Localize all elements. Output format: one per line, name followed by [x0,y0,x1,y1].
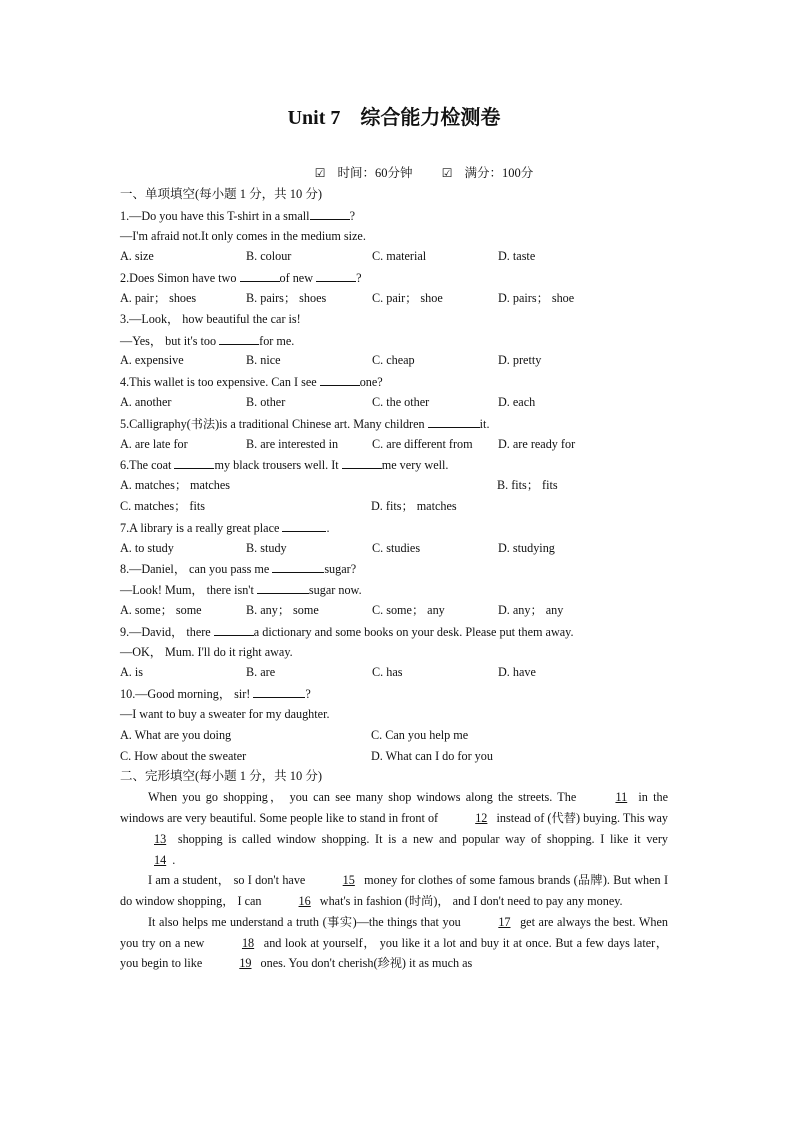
blank-number: 13 [154,831,167,846]
option[interactable]: A. are late for [120,436,188,451]
question-3: 3.—Look， how beautiful the car is! [120,311,301,326]
option[interactable]: D. fits； matches [371,498,457,513]
option[interactable]: D. studying [498,540,555,555]
option[interactable]: C. cheap [372,353,415,368]
option[interactable]: D. pretty [498,353,542,368]
option[interactable]: A. size [120,249,154,264]
time-limit: 时间：60分钟 [337,166,413,180]
question-10: 10.—Good morning， sir! ? [120,683,668,704]
question-8-answer: —Look! Mum， there isn't sugar now. [120,579,668,600]
option[interactable]: A. some； some [120,602,202,617]
checkbox-icon: ☑ [441,166,453,180]
option[interactable]: C. How about the sweater [120,748,247,763]
options [120,392,668,413]
cloze-paragraph: When you go shopping， you can see many shop windows along the streets. The 11 in the windows are very beautiful. Some people like to stand in front of 12 instead of (代替) buying. This way 13 shopping is called window shopping. It is a new and popular way of shopping. I like it very 14 . [120,787,668,870]
question-10-answer: —I want to buy a sweater for my daughter. [120,706,330,721]
blank-number: 17 [498,914,511,929]
blank-number: 11 [615,790,628,805]
question-1-answer: —I'm afraid not.It only comes in the medium size. [120,228,366,243]
options [120,475,668,496]
blank-number: 15 [342,873,355,888]
option[interactable]: D. pairs； shoe [498,290,575,305]
question-4: 4.This wallet is too expensive. Can I see one? [120,371,668,392]
question-9: 9.—David， there a dictionary and some books on your desk. Please put them away. [120,621,668,642]
option[interactable]: A. to study [120,540,174,555]
question-2: 2.Does Simon have two of new ? [120,267,668,288]
option[interactable]: A. pair； shoes [120,290,197,305]
blank-number: 16 [298,894,311,909]
blank-number: 12 [475,810,488,825]
options [120,600,668,621]
option[interactable]: B. colour [246,249,292,264]
option[interactable]: B. other [246,394,286,409]
option[interactable]: C. Can you help me [371,727,469,742]
options [120,246,668,267]
full-score: 满分：100分 [464,166,534,180]
options [120,662,668,683]
option[interactable]: B. fits； fits [497,478,558,493]
option[interactable]: A. another [120,394,172,409]
checkbox-icon: ☑ [314,166,326,180]
options [120,746,668,767]
exam-page [120,104,668,974]
option[interactable]: D. are ready for [498,436,576,451]
question-7: 7.A library is a really great place . [120,517,668,538]
question-1: 1.—Do you have this T-shirt in a small ? [120,205,668,226]
option[interactable]: D. What can I do for you [371,748,493,763]
option[interactable]: A. matches； matches [120,478,230,493]
option[interactable]: D. have [498,665,536,680]
option[interactable]: C. pair； shoe [372,290,443,305]
exam-meta [180,162,668,184]
option[interactable]: D. any； any [498,602,564,617]
question-8: 8.—Daniel， can you pass me sugar? [120,558,668,579]
options [120,725,668,746]
options [120,350,668,371]
option[interactable]: B. study [246,540,287,555]
option[interactable]: C. material [372,249,427,264]
cloze-paragraph: It also helps me understand a truth (事实)—the things that you 17 get are always the best. When you try on a new 18 and look at yourself， you like it a lot and buy it at once. But a few days later， you begin to like 19 ones. You don't cherish(珍视) it as much as [120,912,668,974]
cloze-paragraph: I am a student， so I don't have 15 money for clothes of some famous brands (品牌). But when I do window shopping， I can 16 what's in fashion (时尚)， and I don't need to pay any money. [120,870,668,912]
option[interactable]: D. taste [498,249,536,264]
option[interactable]: C. matches； fits [120,498,205,513]
option[interactable]: C. are different from [372,436,473,451]
blank-number: 14 [154,852,167,867]
question-5: 5.Calligraphy(书法)is a traditional Chinese art. Many children it. [120,413,668,434]
option[interactable]: B. any； some [246,602,319,617]
options [120,434,668,455]
blank-number: 18 [241,935,255,950]
section-heading: 一、单项填空(每小题 1 分，共 10 分) [120,187,323,201]
option[interactable]: A. expensive [120,353,184,368]
page-title: Unit 7 综合能力检测卷 [287,107,501,129]
options [120,288,668,309]
option[interactable]: A. is [120,665,144,680]
options [120,496,668,517]
option[interactable]: C. some； any [372,602,445,617]
option[interactable]: C. the other [372,394,430,409]
option[interactable]: B. are interested in [246,436,339,451]
option[interactable]: B. pairs； shoes [246,290,327,305]
question-3-answer: —Yes， but it's too for me. [120,330,668,351]
question-9-answer: —OK， Mum. I'll do it right away. [120,644,293,659]
option[interactable]: A. What are you doing [120,727,232,742]
question-6: 6.The coat my black trousers well. It me very well. [120,454,668,475]
option[interactable]: D. each [498,394,536,409]
option[interactable]: B. are [246,665,276,680]
option[interactable]: C. studies [372,540,421,555]
options [120,538,668,559]
option[interactable]: C. has [372,665,403,680]
option[interactable]: B. nice [246,353,281,368]
section-heading: 二、完形填空(每小题 1 分，共 10 分) [120,769,323,784]
blank-number: 19 [239,956,252,971]
